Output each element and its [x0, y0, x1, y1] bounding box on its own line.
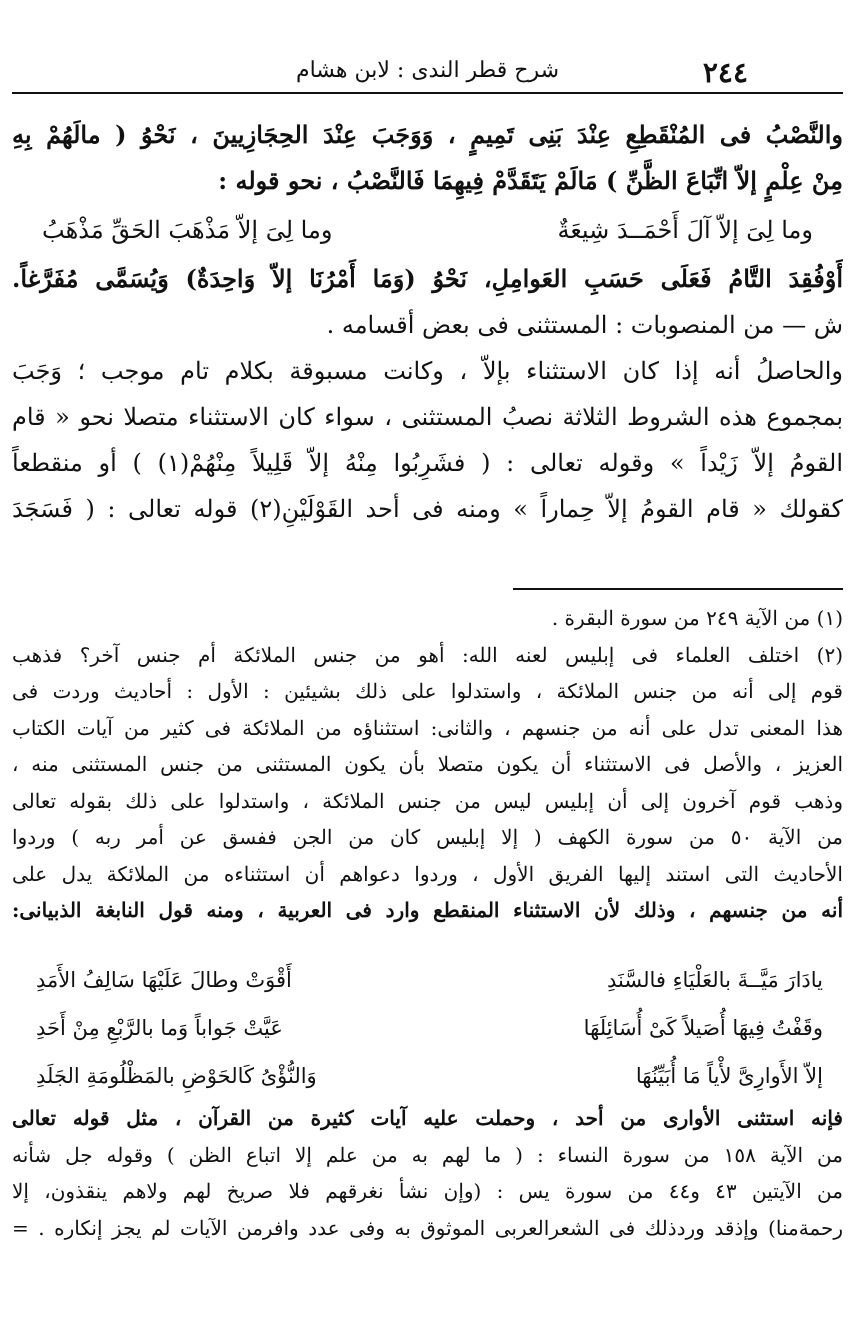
- main-line: والحاصلُ أنه إذا كان الاستثناء بإلاّ ، وكانت مسبوقة بكلام تام موجب ؛ وَجَبَ: [12, 357, 843, 385]
- verse-first-hemistich: وما لِىَ إلاّ آلَ أَحْمَــدَ شِيعَةٌ: [557, 216, 813, 244]
- verse-second-hemistich: وما لِىَ إلاّ مَذْهَبَ الحَقِّ مَذْهَبُ: [42, 216, 333, 244]
- poem-verse: [12, 1052, 843, 1100]
- footnote-line: وذهب قوم آخرون إلى أن إبليس ليس من جنس الملائكة ، واستدلوا على ذلك بقوله تعالى: [12, 788, 843, 813]
- footnote-line: من الآية ١٥٨ من سورة النساء : ( ما لهم به من علم إلا اتباع الظن ) وقوله جل شأنه: [12, 1142, 843, 1167]
- footnote-line: الأحاديث التى استند إليها الفريق الأول ، وردوا دعواهم أن استثناءه من الملائكة يدل على: [12, 861, 843, 886]
- verse-second-hemistich: عَيَّتْ جَواباً وَما بالرَّبْعِ مِنْ أَحَدِ: [36, 1016, 283, 1040]
- verse-first-hemistich: يادَارَ مَيَّــةَ بالعَلْيَاءِ فالسَّنَدِ: [606, 968, 823, 992]
- footnote-line: هذا المعنى تدل على أنه من جنسهم ، والثانى: استثناؤه من الملائكة فى كثير من آيات الكتاب: [12, 715, 843, 740]
- footnote-line: (٢) اختلف العلماء فى إبليس لعنه الله: أهو من جنس الملائكة أم جنس آخر؟ فذهب: [12, 642, 843, 667]
- footnote-line: (١) من الآية ٢٤٩ من سورة البقرة .: [551, 606, 843, 630]
- main-line: أَوْفُقِدَ التَّامُ فَعَلَى حَسَبِ العَوامِلِ، نَحْوُ (وَمَا أَمْرُنَا إلاّ وَاحِدَةٌ) وَيُسَمَّى مُفَرَّغاً.: [12, 264, 843, 293]
- verse-second-hemistich: وَالنُّؤْىُ كَالحَوْضِ بالمَظْلُومَةِ الجَلَدِ: [36, 1064, 317, 1088]
- footnote-line: أنه من جنسهم ، وذلك لأن الاستثناء المنقطع وارد فى العربية ، ومنه قول النابغة الذبيانى:: [12, 898, 843, 922]
- running-title: شرح قطر الندى : لابن هشام: [295, 58, 560, 83]
- footnote-line: من الآيتين ٤٣ و٤٤ من سورة يس : (وإن نشأ نغرقهم فلا صريخ لهم ولاهم ينقذون، إلا: [12, 1179, 843, 1203]
- main-text: [12, 112, 843, 532]
- page-number: ٢٤٤: [702, 56, 748, 89]
- footnote-separator: [513, 588, 843, 590]
- main-line: كقولك « قام القومُ إلاّ حِماراً » ومنه فى أحد القَوْلَيْنِ(٢) قوله تعالى : ( فَسَجَدَ: [12, 495, 843, 523]
- main-line: بمجموع هذه الشروط الثلاثة نصبُ المستثنى ، سواء كان الاستثناء متصلا نحو « قام: [12, 403, 843, 431]
- verse-second-hemistich: أَقْوَتْ وطالَ عَلَيْهَا سَالِفُ الأَمَدِ: [36, 968, 292, 992]
- footnote-poem: [12, 956, 843, 1100]
- footnote-line: فإنه استثنى الأوارى من أحد ، وحملت عليه آيات كثيرة من القرآن ، مثل قوله تعالى: [12, 1106, 843, 1130]
- main-line: مِنْ عِلْمٍ إلاّ اتِّبَاعَ الظَّنِّ ) مَالَمْ يَتَقَدَّمْ فِيهِمَا فَالنَّصْبُ ، نحو قوله :: [218, 166, 843, 195]
- main-line: ش — من المنصوبات : المستثنى فى بعض أقسامه .: [326, 311, 843, 339]
- main-verse: [12, 204, 843, 256]
- footnote-line: من الآية ٥٠ من سورة الكهف ( إلا إبليس كان من الجن ففسق عن أمر ربه ) وردوا: [12, 825, 843, 849]
- verse-first-hemistich: إلاّ الأَوارِىَّ لأْياً مَا أُبَيِّنُهَا: [635, 1064, 823, 1088]
- poem-verse: [12, 1004, 843, 1052]
- footnote-line: العزيز ، والأصل فى الاستثناء أن يكون متصلا بأن يكون المستثنى من جنس المستثنى منه ،: [12, 752, 843, 776]
- main-line: والنَّصْبُ فى المُنْقَطِعِ عِنْدَ بَنِى تَمِيمٍ ، وَوَجَبَ عِنْدَ الحِجَازِيينَ ، نَحْوُ ( مالَهُمْ بِهِ: [12, 120, 843, 149]
- footnotes: [12, 600, 843, 1240]
- main-line: القومُ إلاّ زَيْداً » وقوله تعالى : ( فشَرِبُوا مِنْهُ إلاّ قَلِيلاً مِنْهُمْ(١) ) أو منقطعاً: [12, 449, 843, 477]
- page-header: [12, 52, 843, 94]
- footnote-line: قوم إلى أنه من جنس الملائكة ، واستدلوا على ذلك بشيئين : الأول : أحاديث وردت فى: [12, 679, 843, 703]
- verse-first-hemistich: وقَفْتُ فِيهَا أُصَيلاً كَىْ أُسَائِلَهَا: [583, 1016, 823, 1040]
- footnote-line: رحمةمنا) وإذقد وردذلك فى الشعرالعربى الموثوق به وفى عدد وافرمن الآيات لم يجز إنكاره . =: [12, 1215, 843, 1240]
- page: [12, 0, 843, 1335]
- footnote-continuation: [12, 1100, 843, 1246]
- poem-verse: [12, 956, 843, 1004]
